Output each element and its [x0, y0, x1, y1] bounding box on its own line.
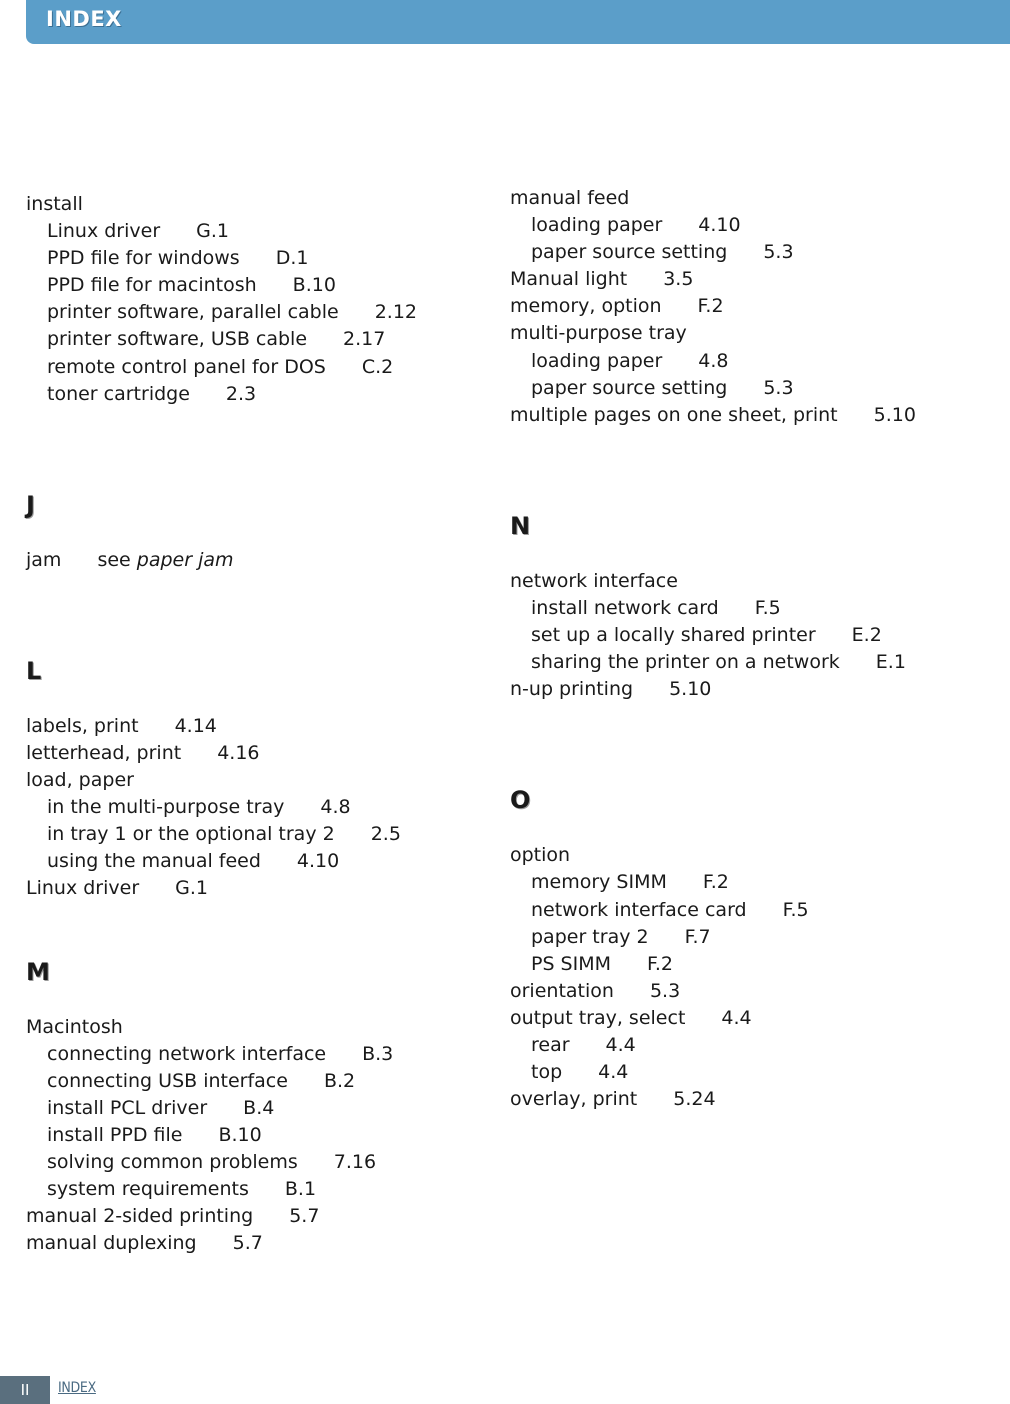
section-letter-j: J [26, 490, 35, 519]
index-subentry: loading paper 4.10 [531, 214, 741, 237]
index-subentry: Linux driver G.1 [47, 220, 229, 243]
section-letter-n: N [510, 511, 531, 540]
index-entry: n-up printing 5.10 [510, 678, 712, 701]
footer-label: INDEX [58, 1380, 96, 1396]
index-subentry: install PCL driver B.4 [47, 1096, 275, 1119]
index-term: install [26, 193, 83, 215]
index-subentry: install network card F.5 [531, 596, 781, 619]
section-letter-l: L [26, 656, 42, 685]
index-entry: manual duplexing 5.7 [26, 1232, 263, 1255]
index-subentry: printer software, USB cable 2.17 [47, 328, 386, 351]
index-subentry: solving common problems 7.16 [47, 1150, 377, 1173]
index-subentry: PS SIMM F.2 [531, 952, 674, 975]
index-term: option [510, 844, 571, 867]
footer-page-number: II [0, 1376, 50, 1404]
index-subentry: using the manual feed 4.10 [47, 850, 340, 873]
index-subentry: connecting network interface B.3 [47, 1042, 394, 1065]
index-term: network interface [510, 569, 678, 592]
index-subentry: install PPD file B.10 [47, 1123, 262, 1146]
index-subentry: rear 4.4 [531, 1033, 636, 1056]
index-entry: labels, print 4.14 [26, 714, 217, 737]
header-title: INDEX [46, 7, 122, 31]
index-entry: manual 2-sided printing 5.7 [26, 1205, 320, 1228]
index-term: Macintosh [26, 1015, 123, 1038]
index-entry: letterhead, print 4.16 [26, 741, 260, 764]
index-subentry: PPD file for macintosh B.10 [47, 274, 336, 297]
index-entry: overlay, print 5.24 [510, 1088, 716, 1111]
index-subentry: network interface card F.5 [531, 898, 809, 921]
index-column-left [26, 191, 486, 1257]
section-letter-o: O [510, 786, 531, 815]
index-subentry: remote control panel for DOS C.2 [47, 355, 394, 378]
index-entry: memory, option F.2 [510, 295, 724, 318]
index-subentry: loading paper 4.8 [531, 349, 729, 372]
index-subentry: PPD file for windows D.1 [47, 247, 309, 270]
index-subentry: printer software, parallel cable 2.12 [47, 301, 418, 324]
index-entry: Linux driver G.1 [26, 877, 208, 900]
index-subentry: in the multi-purpose tray 4.8 [47, 796, 351, 819]
index-term: multi-purpose tray [510, 322, 687, 345]
index-entry: orientation 5.3 [510, 979, 681, 1002]
index-subentry: paper source setting 5.3 [531, 376, 794, 399]
section-letter-m: M [26, 957, 50, 986]
index-subentry: top 4.4 [531, 1061, 629, 1084]
index-subentry: set up a locally shared printer E.2 [531, 624, 882, 647]
index-subentry: paper source setting 5.3 [531, 241, 794, 264]
index-subentry: paper tray 2 F.7 [531, 925, 711, 948]
index-subentry: sharing the printer on a network E.1 [531, 651, 906, 674]
index-subentry: connecting USB interface B.2 [47, 1069, 356, 1092]
index-column-right [510, 185, 990, 1113]
index-entry: output tray, select 4.4 [510, 1006, 752, 1029]
index-entry: jam see paper jam [26, 548, 234, 571]
index-subentry: system requirements B.1 [47, 1178, 317, 1201]
index-subentry: in tray 1 or the optional tray 2 2.5 [47, 823, 401, 846]
index-term: load, paper [26, 769, 134, 792]
index-entry: multiple pages on one sheet, print 5.10 [510, 403, 916, 426]
index-subentry: memory SIMM F.2 [531, 871, 729, 894]
index-term: manual feed [510, 187, 630, 209]
index-subentry: toner cartridge 2.3 [47, 382, 257, 405]
index-entry: Manual light 3.5 [510, 268, 694, 291]
header-bar [26, 0, 1010, 44]
